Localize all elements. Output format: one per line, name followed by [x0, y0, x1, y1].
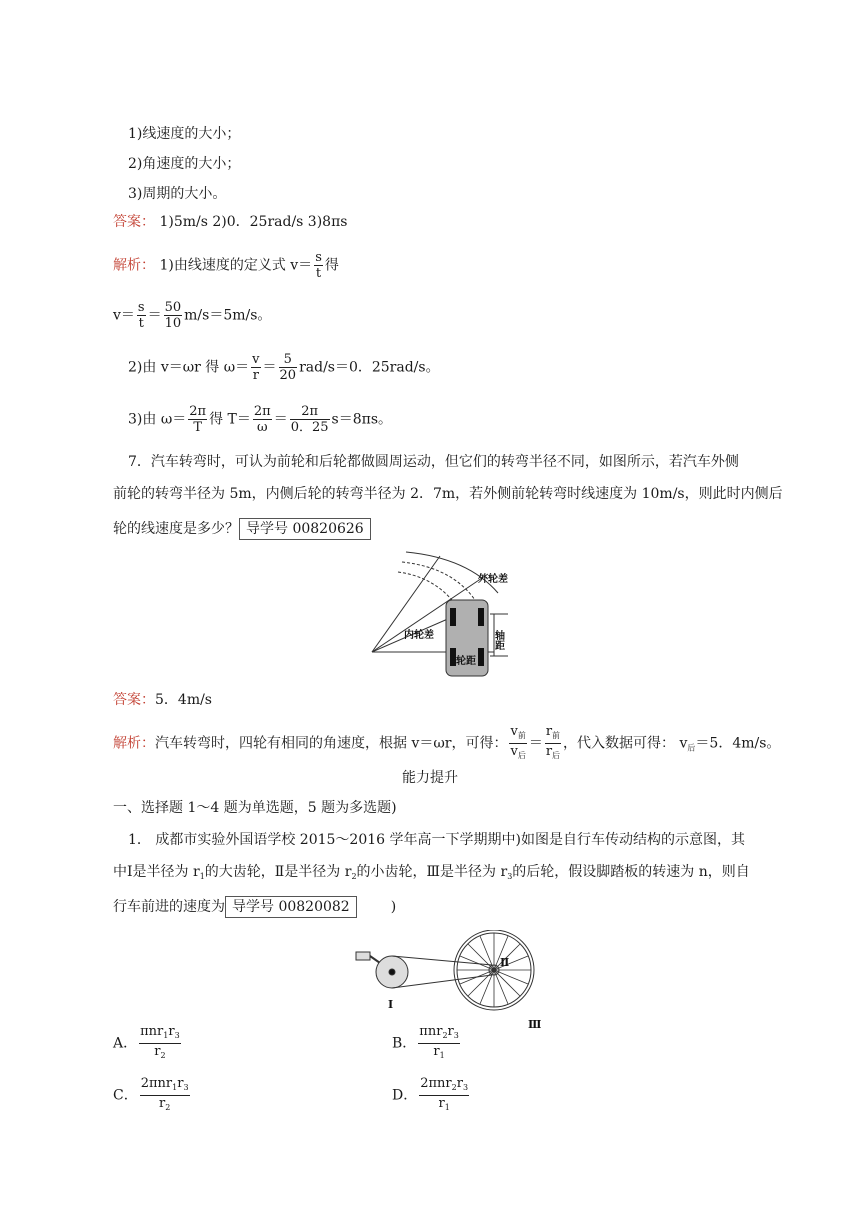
option-b[interactable]: [392, 1024, 462, 1063]
denominator: [545, 744, 561, 763]
fraction: [188, 404, 207, 435]
text: v＝: [113, 307, 135, 324]
numerator: 2π: [290, 404, 330, 420]
text: ＝: [528, 735, 543, 752]
q6-item-3: 3)周期的大小。: [128, 186, 227, 202]
label-track: 轮距: [456, 656, 476, 667]
mc1-line-3: [113, 896, 396, 918]
q7-line-3: [113, 518, 371, 540]
text: 的小齿轮，Ⅲ是半径为 r: [356, 864, 508, 880]
numerator: [418, 1024, 460, 1044]
denominator: 0．25: [290, 420, 329, 435]
numerator: [140, 1076, 190, 1096]
q7-line-1: 7．汽车转弯时，可认为前轮和后轮都做圆周运动，但它们的转弯半径不同，如图所示，若汽车外侧: [128, 454, 739, 470]
text: r: [545, 724, 553, 739]
numerator: [545, 724, 561, 744]
q7-analysis: [113, 724, 780, 763]
fraction: [314, 250, 323, 281]
denominator: [140, 1096, 190, 1115]
numerator: 50: [164, 300, 182, 315]
text: ): [390, 899, 397, 915]
option-label: B．: [392, 1035, 417, 1052]
subscript: 后: [552, 751, 561, 760]
text: r: [438, 1096, 445, 1111]
denominator: [419, 1096, 469, 1115]
q7-answer: [113, 690, 212, 710]
q7-line-2: 前轮的转弯半径为 5m，内侧后轮的转弯半径为 2．7m，若外侧前轮转弯时线速度为 10m/s，则此时内侧后: [113, 486, 783, 502]
subscript: 前: [552, 731, 561, 740]
section-title: 能力提升: [402, 770, 458, 786]
text: r: [456, 1076, 463, 1091]
subscript: 3: [507, 872, 513, 881]
subscript: 2: [351, 872, 357, 881]
denominator: t: [138, 316, 144, 331]
denominator: [509, 744, 526, 763]
fraction: [251, 352, 260, 383]
label-axle: 轴距: [492, 630, 504, 650]
q6-answer: [113, 212, 347, 232]
numerator: [419, 1076, 469, 1096]
text: r: [158, 1096, 166, 1111]
section-part: 一、选择题 1～4 题为单选题，5 题为多选题): [113, 800, 397, 816]
text: r: [447, 1024, 454, 1039]
text: 的大齿轮，Ⅱ是半径为 r: [204, 864, 352, 880]
wheel: [478, 648, 484, 666]
text: v: [510, 744, 518, 759]
q6-analysis-line-1: [113, 250, 339, 281]
denominator: [139, 1044, 181, 1063]
fraction: [164, 300, 183, 331]
answer-label: 答案：: [113, 692, 155, 708]
answer-value: 1)5m/s 2)0．25rad/s 3)8πs: [155, 214, 348, 230]
subscript: 后: [687, 743, 696, 753]
text: πnr: [140, 1024, 164, 1039]
numerator: 5: [279, 352, 298, 368]
fraction: [139, 1024, 181, 1063]
denominator: T: [193, 420, 202, 435]
q6-analysis-line-4: [128, 404, 392, 435]
label-inner: 内轮差: [404, 630, 434, 641]
pedal: [356, 952, 370, 960]
text: r: [177, 1076, 184, 1091]
subscript: 3: [174, 1031, 180, 1040]
text: 3)由 ω＝: [128, 411, 187, 428]
text: 2πnr: [140, 1076, 173, 1091]
option-a[interactable]: [113, 1024, 183, 1063]
subscript: 1: [163, 1031, 169, 1040]
numerator: s: [315, 250, 322, 265]
text: v: [510, 724, 518, 739]
subscript: 后: [517, 751, 526, 760]
mc1-line-2: [113, 862, 750, 887]
wheel: [478, 608, 484, 626]
text: r: [154, 1044, 161, 1059]
gear-center: [389, 969, 395, 975]
fraction: [290, 404, 330, 435]
denominator: 20: [279, 368, 297, 383]
fraction: [253, 404, 272, 435]
label-II: Ⅱ: [500, 956, 510, 969]
fraction: [545, 724, 561, 763]
numerator: s: [137, 300, 145, 315]
subscript: 2: [160, 1051, 166, 1060]
text: r: [168, 1024, 175, 1039]
label-outer: 外轮差: [478, 574, 508, 585]
text: 2)由 v＝ωr 得 ω＝: [128, 359, 250, 376]
text: rad/s＝0．25rad/s。: [299, 359, 440, 376]
text: ，代入数据可得： v: [563, 735, 688, 752]
text: m/s＝5m/s。: [184, 307, 272, 324]
option-label: A．: [113, 1035, 138, 1052]
text: 得: [324, 257, 339, 274]
subscript: 2: [451, 1083, 457, 1092]
fraction: [279, 352, 298, 383]
text: ＝5．4m/s。: [695, 735, 781, 752]
denominator: ω: [256, 420, 268, 435]
q6-analysis-line-2: [113, 300, 271, 331]
label-I: Ⅰ: [388, 998, 394, 1011]
fraction: [509, 724, 526, 763]
fraction: [140, 1076, 190, 1115]
subscript: 3: [183, 1083, 189, 1092]
numerator: [139, 1024, 181, 1044]
option-d[interactable]: [392, 1076, 471, 1115]
text: r: [433, 1044, 440, 1059]
numerator: [509, 724, 526, 744]
guide-number-box: 导学号 00820626: [239, 518, 371, 540]
answer-value: 5．4m/s: [155, 692, 212, 708]
text: 行车前进的速度为: [113, 899, 225, 915]
text: πnr: [419, 1024, 443, 1039]
numerator: v: [252, 352, 260, 367]
spokes: [457, 933, 531, 1007]
mc1-line-1: 1． 成都市实验外国语学校 2015～2016 学年高一下学期期中)如图是自行车传动结构的示意图，其: [128, 832, 745, 848]
fraction: [418, 1024, 460, 1063]
car-turning-diagram: [368, 548, 518, 680]
answer-label: 答案：: [113, 214, 155, 230]
numerator: 2π: [253, 404, 271, 419]
analysis-label: 解析：: [113, 735, 155, 752]
label-III: Ⅲ: [528, 1018, 542, 1030]
option-label: D．: [392, 1087, 418, 1104]
text: 轮的线速度是多少？: [113, 521, 239, 537]
text: 2πnr: [420, 1076, 452, 1091]
text: ＝: [147, 307, 162, 324]
subscript: 3: [462, 1083, 469, 1092]
option-c[interactable]: [113, 1076, 192, 1115]
option-label: C．: [113, 1087, 138, 1104]
text: r: [545, 744, 553, 759]
text: ＝: [273, 411, 288, 428]
subscript: 1: [444, 1103, 450, 1112]
text: 的后轮，假设脚踏板的转速为 n，则自: [512, 864, 750, 880]
text: 汽车转弯时，四轮有相同的角速度，根据 v＝ωr，可得：: [155, 735, 508, 752]
text: 中Ⅰ是半径为 r: [113, 864, 200, 880]
outer-arc: [406, 552, 498, 593]
denominator: r: [252, 368, 259, 383]
denominator: 10: [164, 316, 182, 331]
q6-analysis-line-3: [128, 352, 440, 383]
fraction: [419, 1076, 469, 1115]
text: 1)由线速度的定义式 v＝: [155, 257, 313, 274]
q6-item-2: 2)角速度的大小；: [128, 156, 241, 172]
denominator: t: [315, 266, 322, 281]
chain-top: [392, 956, 492, 965]
subscript: 1: [199, 872, 205, 881]
denominator: [418, 1044, 460, 1063]
subscript: 2: [442, 1031, 448, 1040]
bicycle-drive-diagram: [352, 930, 552, 1030]
subscript: 1: [439, 1051, 445, 1060]
fraction: [137, 300, 146, 331]
numerator: 2π: [189, 404, 207, 419]
subscript: 1: [172, 1083, 178, 1092]
text: s＝8πs。: [331, 411, 393, 428]
guide-number-box: 导学号 00820082: [225, 896, 357, 918]
subscript: 前: [517, 731, 526, 740]
analysis-label: 解析：: [113, 257, 155, 274]
subscript: 3: [453, 1031, 459, 1040]
subscript: 2: [165, 1103, 171, 1112]
q6-item-1: 1)线速度的大小；: [128, 126, 241, 142]
wheel: [450, 608, 456, 626]
text: 得 T＝: [209, 411, 251, 428]
text: ＝: [262, 359, 277, 376]
